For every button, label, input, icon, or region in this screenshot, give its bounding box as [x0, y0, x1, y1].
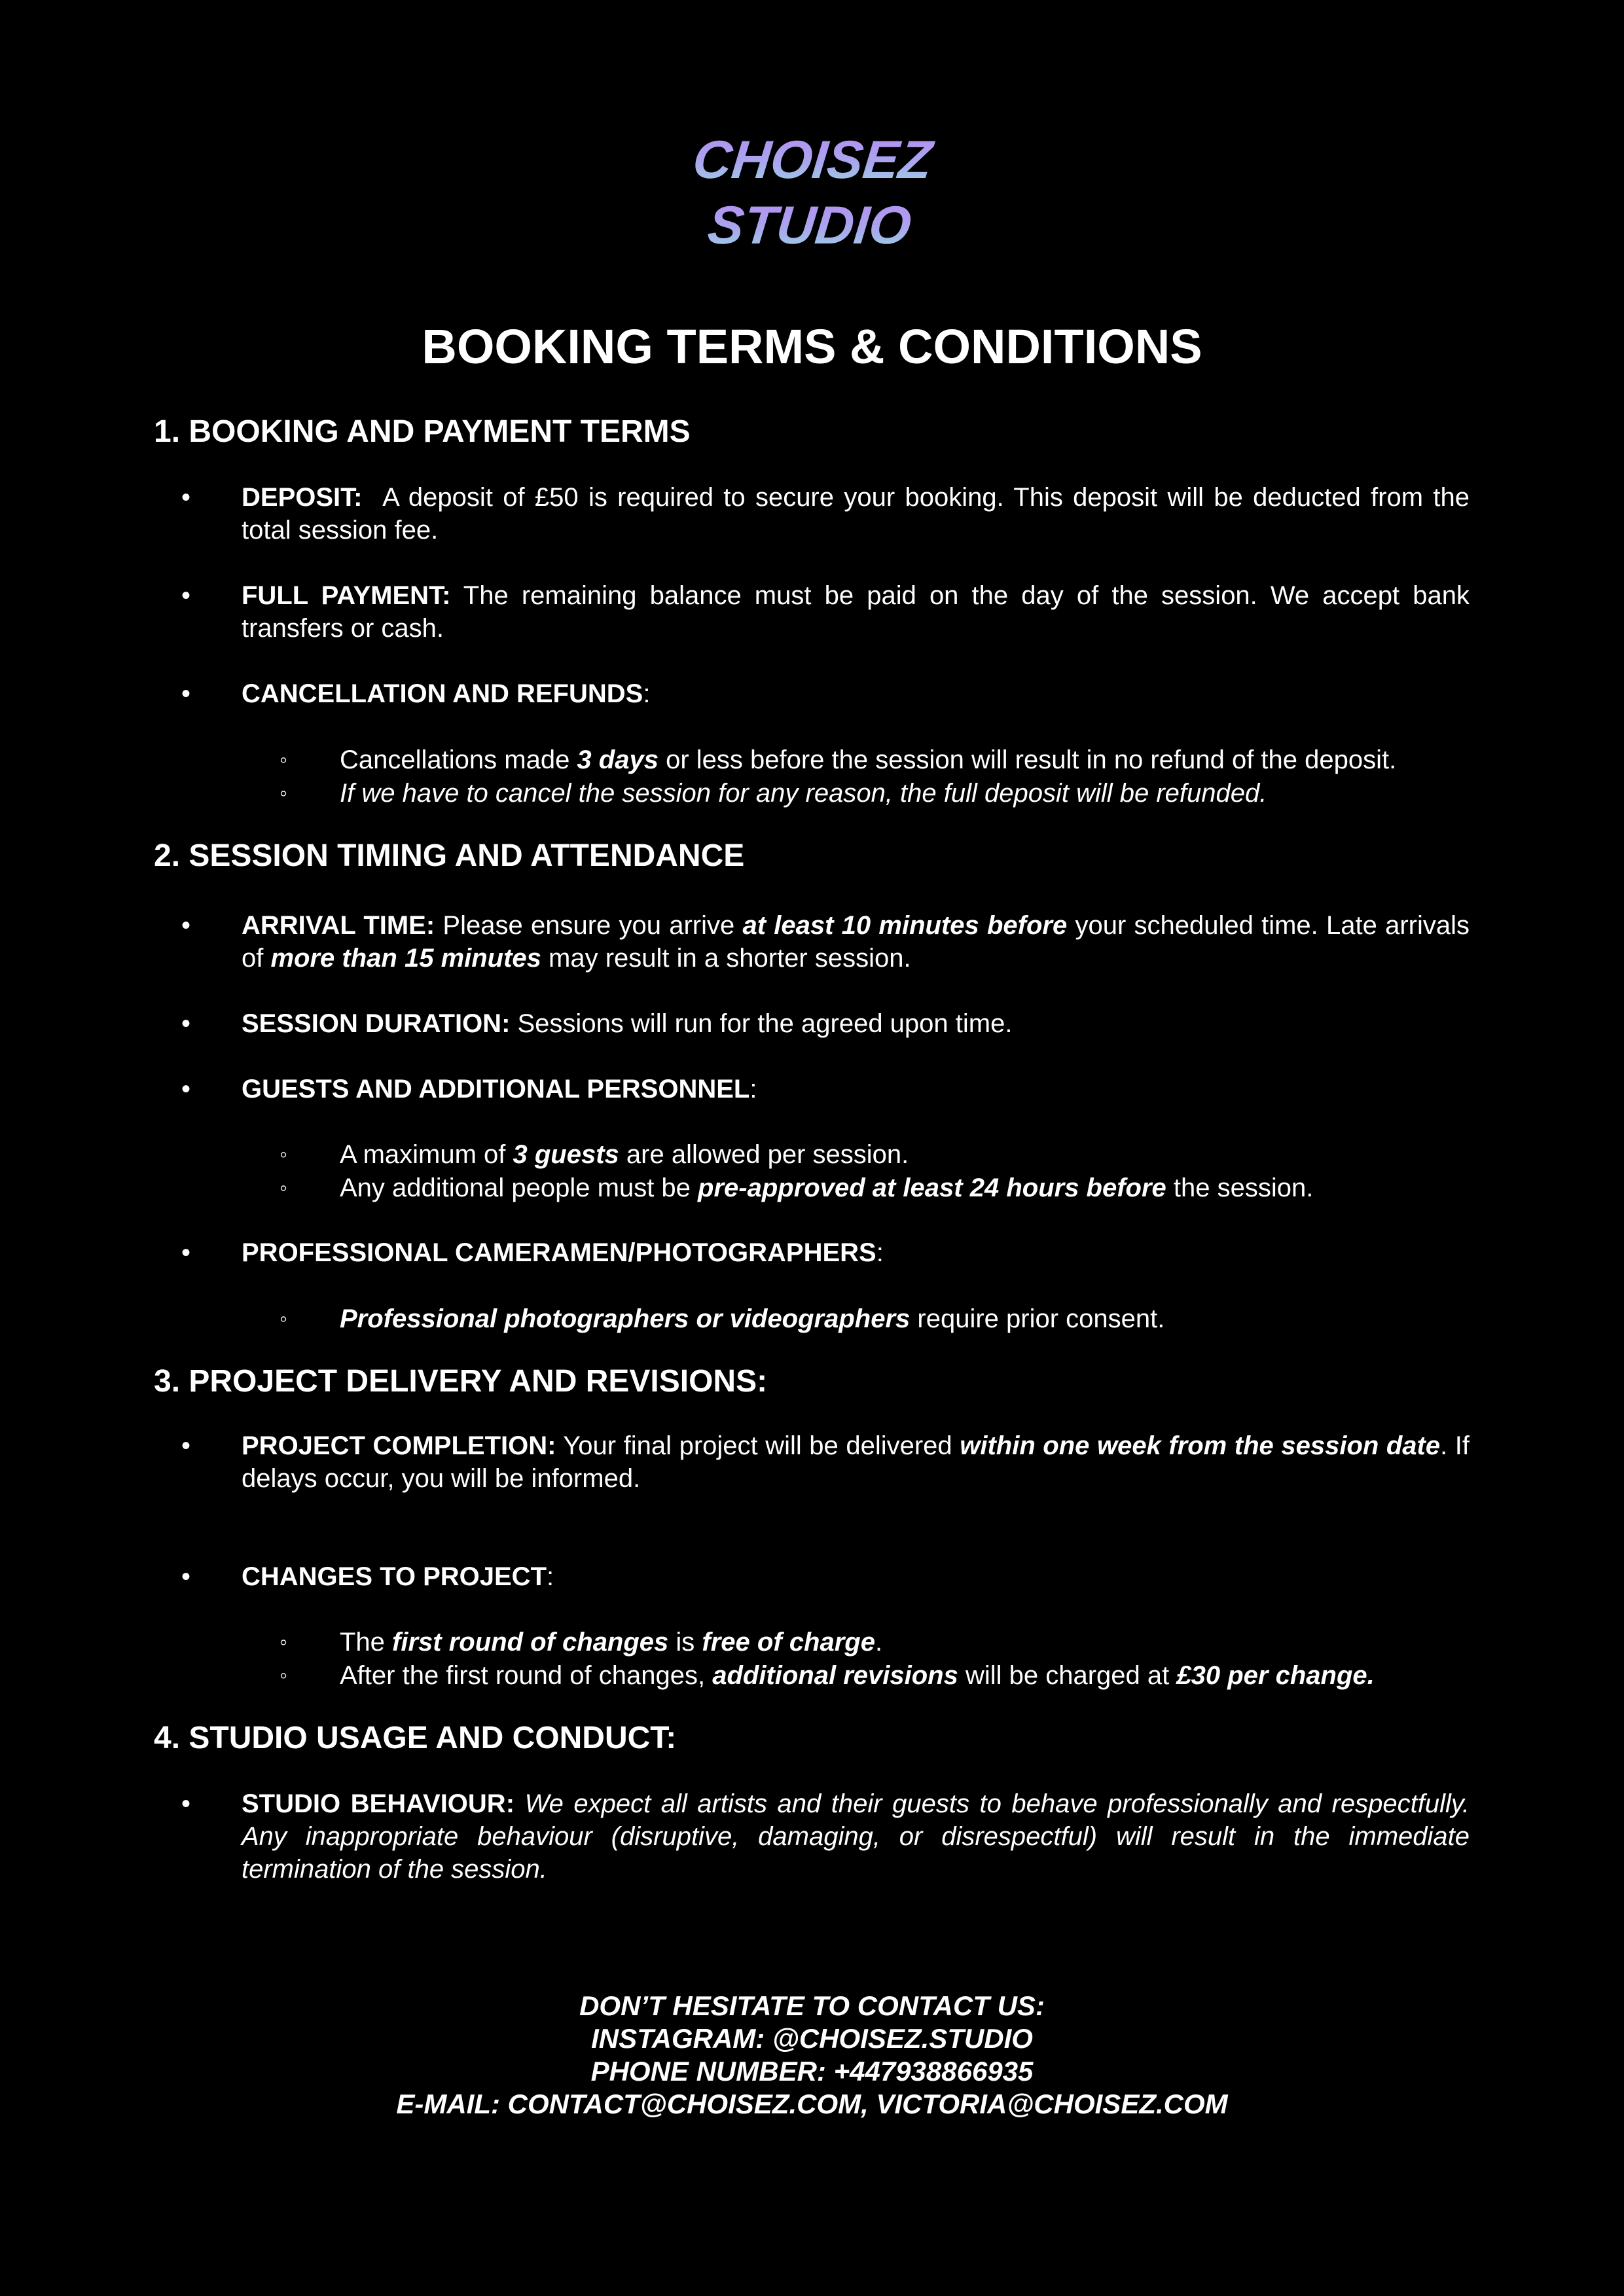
term-project-completion [154, 1429, 1470, 1495]
sub-text: will be charged at [958, 1661, 1177, 1690]
term-text: may result in a shorter session. [541, 944, 911, 973]
section-heading-booking-payment: 1. BOOKING AND PAYMENT TERMS [154, 414, 691, 449]
term-colon: : [876, 1238, 884, 1267]
section-heading-project-delivery: 3. PROJECT DELIVERY AND REVISIONS: [154, 1364, 768, 1399]
term-session-duration [154, 1007, 1470, 1040]
sub-emphasis: free of charge [702, 1628, 875, 1657]
term-professional-crew [154, 1236, 1470, 1269]
sub-text: A maximum of [340, 1140, 513, 1169]
sub-text: After the first round of changes, [340, 1661, 713, 1690]
session-timing-list [154, 909, 1470, 1105]
term-emphasis: within one week from the session date [960, 1431, 1441, 1460]
section-heading-studio-usage: 4. STUDIO USAGE AND CONDUCT: [154, 1721, 677, 1755]
term-text: Please ensure you arrive [435, 911, 743, 940]
term-emphasis: at least 10 minutes before [742, 911, 1068, 940]
term-text: The remaining balance must be paid on the day of the session. We accept bank transfers or cash. [242, 581, 1470, 643]
changes-sublist [154, 1626, 1470, 1693]
contact-footer [0, 1990, 1624, 2121]
term-arrival-time [154, 909, 1470, 975]
term-emphasis: more than 15 minutes [270, 944, 541, 973]
sub-text: . [875, 1628, 883, 1657]
term-guests [154, 1073, 1470, 1105]
sub-emphasis: £30 per change. [1176, 1661, 1375, 1690]
term-changes [154, 1560, 1470, 1593]
professional-sublist [154, 1302, 1470, 1336]
sub-emphasis: first round of changes [392, 1628, 669, 1657]
term-colon: : [749, 1075, 757, 1103]
guests-sublist [154, 1138, 1470, 1205]
sub-item: ◦ If we have to cancel the session for any reason, the full deposit will be refunded. [154, 777, 1470, 810]
term-label: PROJECT COMPLETION: [242, 1431, 556, 1460]
sub-item [154, 1138, 1470, 1172]
booking-payment-list [154, 481, 1470, 710]
term-label: CANCELLATION AND REFUNDS [242, 679, 643, 708]
term-text: We expect all artists and their guests to behave professionally and respectfully. Any inappropriate behaviour (disruptive, damaging, or disrespectful) will result in the immediate termination of the session. [242, 1789, 1470, 1884]
contact-instagram: INSTAGRAM: @CHOISEZ.STUDIO [591, 2023, 1033, 2054]
sub-emphasis: additional revisions [712, 1661, 958, 1690]
term-text: Your final project will be delivered [556, 1431, 960, 1460]
section-heading-session-timing: 2. SESSION TIMING AND ATTENDANCE [154, 838, 745, 873]
term-label: SESSION DURATION: [242, 1009, 511, 1038]
sub-emphasis: 3 guests [513, 1140, 619, 1169]
sub-text: or less before the session will result in no refund of the deposit. [658, 745, 1397, 774]
term-deposit [154, 481, 1470, 547]
term-colon: : [643, 679, 651, 708]
term-label: FULL PAYMENT: [242, 581, 451, 610]
term-label: DEPOSIT: [242, 483, 363, 512]
session-timing-list-cont [154, 1236, 1470, 1269]
term-label: ARRIVAL TIME: [242, 911, 435, 940]
studio-logo [690, 118, 935, 262]
contact-phone: PHONE NUMBER: +447938866935 [590, 2056, 1034, 2087]
contact-heading: DON’T HESITATE TO CONTACT US: [579, 1990, 1045, 2021]
document-title: BOOKING TERMS & CONDITIONS [422, 319, 1202, 374]
sub-emphasis: pre-approved at least 24 hours before [698, 1174, 1166, 1202]
term-label: STUDIO BEHAVIOUR: [242, 1789, 515, 1818]
contact-email: E-MAIL: CONTACT@CHOISEZ.COM, VICTORIA@CHOISEZ.COM [396, 2089, 1228, 2119]
sub-item [154, 1172, 1470, 1205]
sub-text: require prior consent. [910, 1304, 1165, 1333]
sub-emphasis: 3 days [577, 745, 659, 774]
sub-text: Any additional people must be [340, 1174, 698, 1202]
sub-item [154, 744, 1470, 777]
sub-item [154, 1626, 1470, 1659]
term-studio-behaviour [154, 1787, 1470, 1886]
sub-text: are allowed per session. [619, 1140, 909, 1169]
term-label: PROFESSIONAL CAMERAMEN/PHOTOGRAPHERS [242, 1238, 876, 1267]
term-text: Sessions will run for the agreed upon time. [510, 1009, 1013, 1038]
terms-content [154, 409, 1470, 1886]
term-text: A deposit of £50 is required to secure your booking. This deposit will be deducted from the total session fee. [242, 483, 1470, 545]
term-full-payment [154, 579, 1470, 645]
term-cancellation [154, 677, 1470, 710]
sub-item [154, 1659, 1470, 1693]
logo-line-2: STUDIO [705, 196, 914, 255]
term-colon: : [547, 1562, 554, 1591]
sub-emphasis: Professional photographers or videographers [340, 1304, 911, 1333]
term-text: your scheduled time. Late arrivals of [242, 911, 1470, 973]
sub-text: the session. [1166, 1174, 1314, 1202]
term-text: . If delays occur, you will be informed. [242, 1431, 1470, 1493]
term-label: CHANGES TO PROJECT [242, 1562, 547, 1591]
sub-text: The [340, 1628, 393, 1657]
sub-text: Cancellations made [340, 745, 577, 774]
project-delivery-list [154, 1429, 1470, 1593]
studio-logo-graphic [690, 118, 935, 262]
cancellation-sublist [154, 744, 1470, 810]
term-label: GUESTS AND ADDITIONAL PERSONNEL [242, 1075, 750, 1103]
studio-usage-list [154, 1787, 1470, 1886]
sub-text: is [668, 1628, 702, 1657]
logo-line-1: CHOISEZ [690, 130, 935, 190]
sub-item [154, 1302, 1470, 1336]
